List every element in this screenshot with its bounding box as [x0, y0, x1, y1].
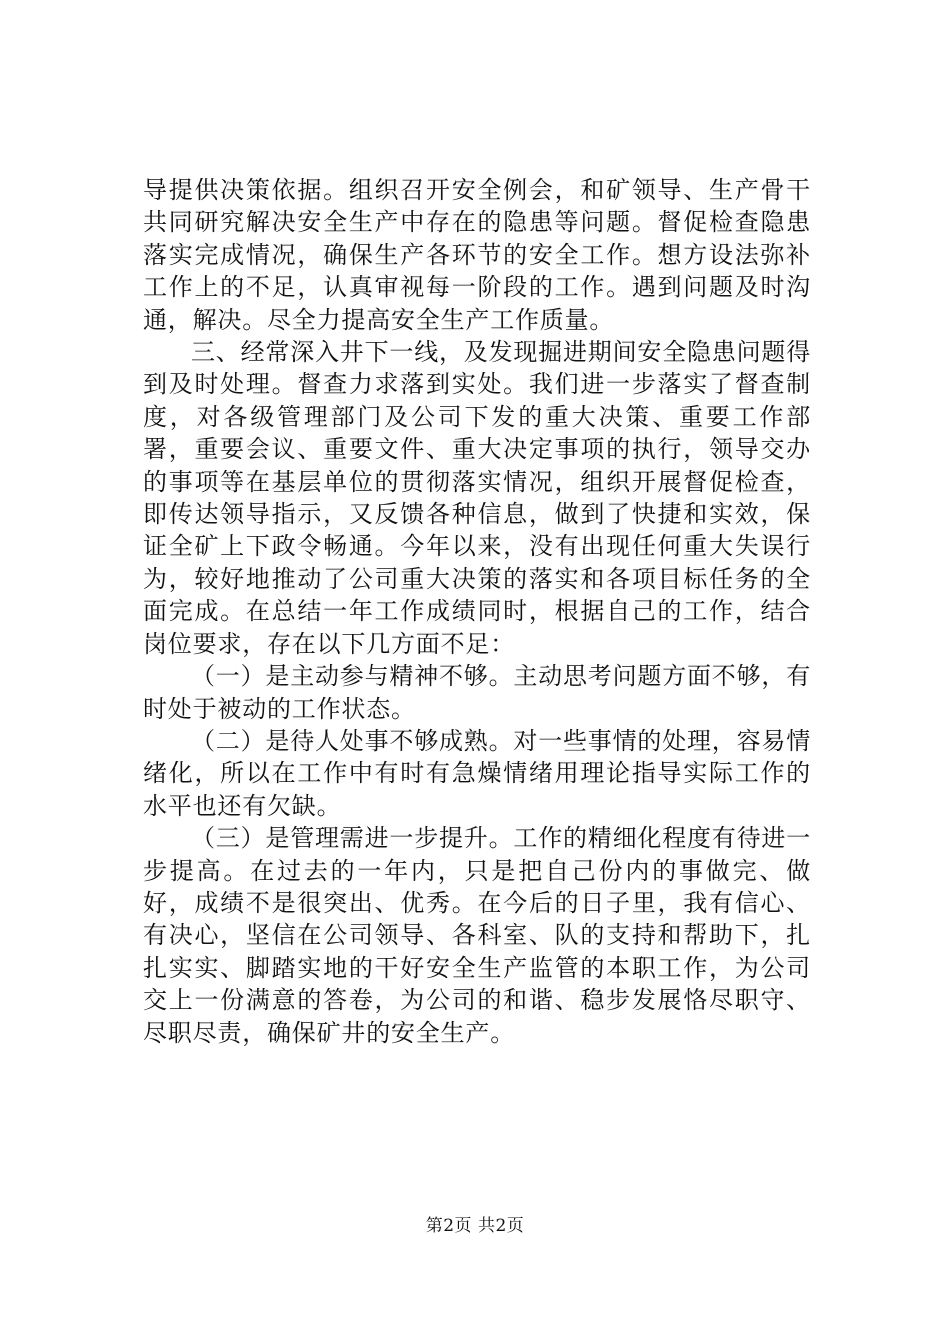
paragraph-shortcoming-one: （一）是主动参与精神不够。主动思考问题方面不够，有时处于被动的工作状态。 — [143, 662, 811, 723]
paragraph-continuation: 导提供决策依据。组织召开安全例会，和矿领导、生产骨干共同研究解决安全生产中存在的隐患等问题。督促检查隐患落实完成情况，确保生产各环节的安全工作。想方设法弥补工作上的不足，认真审视每一阶段的工作。遇到问题及时沟通，解决。尽全力提高安全生产工作质量。 — [143, 176, 811, 334]
document-body — [143, 174, 811, 1049]
paragraph-shortcoming-three: （三）是管理需进一步提升。工作的精细化程度有待进一步提高。在过去的一年内，只是把自己份内的事做完、做好，成绩不是很突出、优秀。在今后的日子里，我有信心、有决心，坚信在公司领导、各科室、队的支持和帮助下，扎扎实实、脚踏实地的干好安全生产监管的本职工作，为公司交上一份满意的答卷，为公司的和谐、稳步发展恪尽职守、尽职尽责，确保矿井的安全生产。 — [143, 824, 811, 1047]
paragraph-shortcoming-two: （二）是待人处事不够成熟。对一些事情的处理，容易情绪化，所以在工作中有时有急燥情绪用理论指导实际工作的水平也还有欠缺。 — [143, 726, 811, 820]
paragraph-section-three: 三、经常深入井下一线，及发现掘进期间安全隐患问题得到及时处理。督查力求落到实处。我们进一步落实了督查制度，对各级管理部门及公司下发的重大决策、重要工作部署，重要会议、重要文件、重大决定事项的执行，领导交办的事项等在基层单位的贯彻落实情况，组织开展督促检查，即传达领导指示，又反馈各种信息，做到了快捷和实效，保证全矿上下政令畅通。今年以来，没有出现任何重大失误行为，较好地推动了公司重大决策的落实和各项目标任务的全面完成。在总结一年工作成绩同时，根据自己的工作，结合岗位要求，存在以下几方面不足： — [143, 338, 811, 658]
page-number-footer: 第2页 共2页 — [425, 1216, 525, 1236]
